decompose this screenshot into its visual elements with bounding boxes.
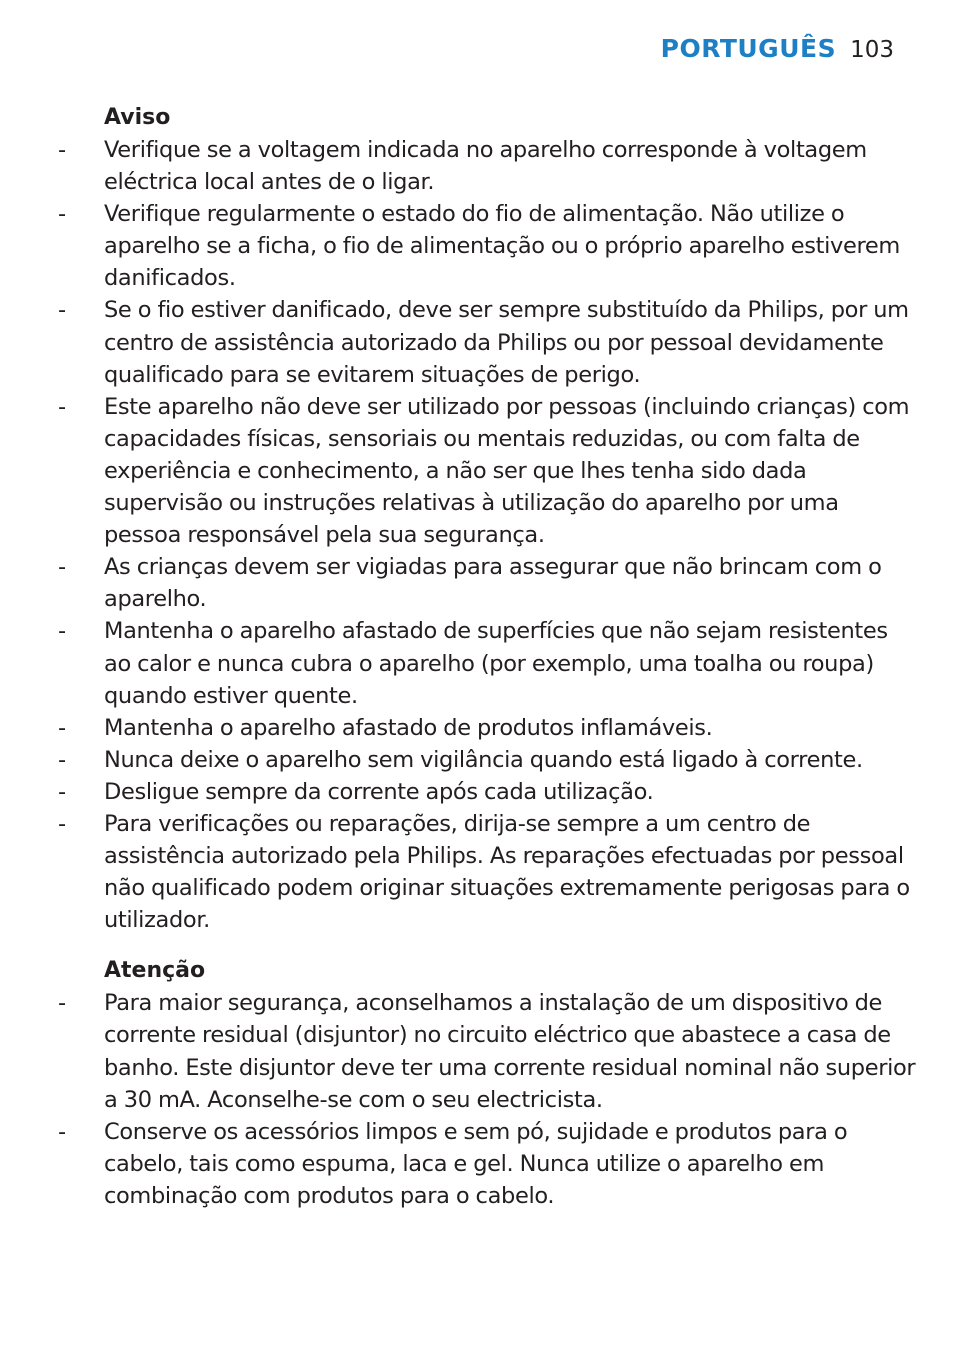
- caution-list: [56, 987, 916, 1212]
- list-item: [56, 808, 916, 936]
- list-item-text: Para verificações ou reparações, dirija-se sempre a um centro de assistência autorizado pela Philips. As reparações efectuadas por pessoal não qualificado podem originar situações extremamente perigosas para o utilizador.: [104, 810, 910, 934]
- list-item-text: Desligue sempre da corrente após cada utilização.: [104, 778, 654, 805]
- list-item: [56, 391, 916, 551]
- list-item: [56, 776, 916, 808]
- bullet-dash: -: [58, 201, 66, 228]
- bullet-dash: -: [58, 714, 66, 741]
- section-title-aviso: Aviso: [104, 105, 171, 130]
- page-content: [56, 102, 916, 1212]
- list-item-text: Este aparelho não deve ser utilizado por pessoas (incluindo crianças) com capacidades físicas, sensoriais ou mentais reduzidas, ou com falta de experiência e conhecimento, a não ser que lhes tenha sido dada supervisão ou instruções relativas à utilização do aparelho por uma pessoa responsável pela sua segurança.: [104, 393, 910, 549]
- bullet-dash: -: [58, 393, 66, 420]
- list-item-text: Nunca deixe o aparelho sem vigilância quando está ligado à corrente.: [104, 746, 863, 773]
- list-item-text: Mantenha o aparelho afastado de superfícies que não sejam resistentes ao calor e nunca cubra o aparelho (por exemplo, uma toalha ou roupa) quando estiver quente.: [104, 618, 888, 709]
- list-item-text: As crianças devem ser vigiadas para assegurar que não brincam com o aparelho.: [104, 554, 882, 613]
- warning-list: [56, 134, 916, 936]
- list-item: [56, 615, 916, 711]
- bullet-dash: -: [58, 778, 66, 805]
- bullet-dash: -: [58, 297, 66, 324]
- bullet-dash: -: [58, 746, 66, 773]
- bullet-dash: -: [58, 990, 66, 1017]
- list-item-text: Mantenha o aparelho afastado de produtos inflamáveis.: [104, 714, 713, 741]
- list-item-text: Verifique se a voltagem indicada no aparelho corresponde à voltagem eléctrica local antes de o ligar.: [104, 137, 867, 196]
- list-item: [56, 712, 916, 744]
- list-item-text: Se o fio estiver danificado, deve ser sempre substituído da Philips, por um centro de assistência autorizado da Philips ou por pessoal devidamente qualificado para se evitarem situações de perigo.: [104, 297, 909, 388]
- section-title-atencao: Atenção: [104, 958, 206, 984]
- list-item: [56, 294, 916, 390]
- language-title: PORTUGUÊS: [660, 34, 837, 63]
- list-item: [56, 987, 916, 1115]
- bullet-dash: -: [58, 554, 66, 581]
- list-item-text: Conserve os acessórios limpos e sem pó, sujidade e produtos para o cabelo, tais como espuma, laca e gel. Nunca utilize o aparelho em combinação com produtos para o cabelo.: [104, 1118, 848, 1209]
- page-header: [661, 34, 894, 63]
- list-item-text: Verifique regularmente o estado do fio de alimentação. Não utilize o aparelho se a ficha, o fio de alimentação ou o próprio aparelho estiverem danificados.: [104, 201, 900, 292]
- list-item: [56, 744, 916, 776]
- bullet-dash: -: [58, 137, 66, 163]
- list-item: [56, 134, 916, 198]
- page-number: 103: [850, 37, 894, 63]
- bullet-dash: -: [58, 1118, 66, 1145]
- bullet-dash: -: [58, 810, 66, 837]
- bullet-dash: -: [58, 618, 66, 645]
- list-item: [56, 551, 916, 615]
- list-item: [56, 198, 916, 294]
- list-item-text: Para maior segurança, aconselhamos a instalação de um dispositivo de corrente residual (disjuntor) no circuito eléctrico que abastece a casa de banho. Este disjuntor deve ter uma corrente residual nominal não superior a 30 mA. Aconselhe-se com o seu electricista.: [104, 990, 916, 1113]
- list-item: [56, 1116, 916, 1212]
